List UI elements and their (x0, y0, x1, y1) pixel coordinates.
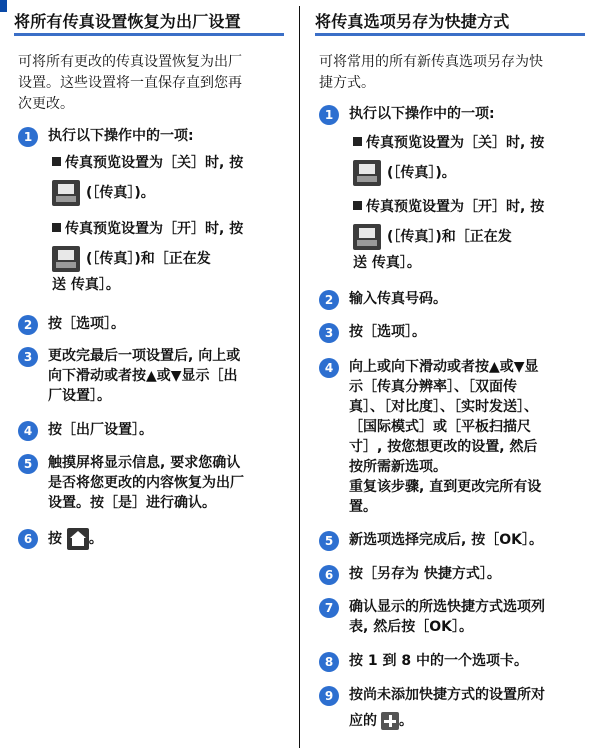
step-text (48, 346, 284, 406)
step-line: 按［选项］。 (349, 324, 426, 340)
step-text (48, 420, 284, 440)
step-line: 触摸屏将显示信息, 要求您确认 (48, 455, 241, 471)
step-line: 确认显示的所选快捷方式选项列 (349, 599, 545, 615)
step-text (349, 289, 585, 309)
fax-icon[interactable] (353, 160, 381, 186)
step-line: 更改完最后一项设置后, 向上或 (48, 348, 241, 364)
step-number: 1 (319, 105, 339, 125)
section-title: 将传真选项另存为快捷方式 (315, 12, 510, 31)
fax-icon[interactable] (353, 224, 381, 250)
step-number: 9 (319, 686, 339, 706)
step-number: 5 (18, 454, 38, 474)
page-corner-mark (0, 0, 7, 12)
step-line: 新选项选择完成后, 按［OK］。 (349, 532, 543, 548)
step-text (349, 530, 585, 550)
step-line: 设置。按［是］进行确认。 (48, 495, 216, 511)
intro-line: 次更改。 (18, 96, 74, 112)
step-line: 按 1 到 8 中的一个选项卡。 (349, 653, 528, 669)
step-text (349, 104, 585, 124)
step-text (349, 685, 585, 731)
step-number: 6 (319, 565, 339, 585)
sub-line: 传真预览设置为［开］时, 按 (65, 221, 244, 237)
step-number: 2 (18, 315, 38, 335)
step-line: 执行以下操作中的一项: (48, 128, 194, 144)
plus-icon[interactable] (381, 712, 399, 730)
sub-line: (［传真］)。 (387, 165, 456, 181)
step-line: 真］、［对比度］、［实时发送］、 (349, 399, 538, 415)
step-line: 输入传真号码。 (349, 291, 447, 307)
step-text (349, 564, 585, 584)
intro-text (319, 52, 543, 94)
sub-line: 送 传真］。 (52, 277, 120, 293)
intro-line: 设置。这些设置将一直保存直到您再 (18, 75, 242, 91)
intro-line: 可将常用的所有新传真选项另存为快 (319, 54, 543, 70)
step-text (48, 314, 284, 334)
sub-option (353, 132, 585, 186)
sub-line: 送 传真］。 (353, 255, 421, 271)
step-line: 按［选项］。 (48, 316, 125, 332)
title-rule (315, 33, 585, 36)
step-line: 按［另存为 快捷方式］。 (349, 566, 501, 582)
step-line: 。 (88, 531, 103, 547)
step-line: 向上或向下滑动或者按▲或▼显 (349, 359, 539, 375)
step-line: 按尚未添加快捷方式的设置所对 (349, 687, 545, 703)
step-text (48, 528, 284, 550)
intro-line: 可将所有更改的传真设置恢复为出厂 (18, 54, 242, 70)
step-line: 厂设置］。 (48, 388, 111, 404)
sub-line: 传真预览设置为［关］时, 按 (366, 135, 545, 151)
step-line: 表, 然后按［OK］。 (349, 619, 473, 635)
sub-line: (［传真］)和［正在发 (387, 229, 512, 245)
home-icon[interactable] (67, 528, 89, 550)
step-number: 4 (18, 421, 38, 441)
step-text (349, 651, 585, 671)
step-line: 置。 (349, 499, 377, 515)
step-number: 3 (319, 323, 339, 343)
step-number: 8 (319, 652, 339, 672)
column-divider (299, 6, 300, 748)
step-line: 寸］, 按您想更改的设置, 然后 (349, 439, 538, 455)
fax-icon[interactable] (52, 246, 80, 272)
sub-option (52, 152, 284, 206)
step-line: 向下滑动或者按▲或▼显示［出 (48, 368, 238, 384)
sub-line: (［传真］)。 (86, 185, 155, 201)
step-line: 按［出厂设置］。 (48, 422, 153, 438)
sub-line: 传真预览设置为［开］时, 按 (366, 199, 545, 215)
step-number: 4 (319, 358, 339, 378)
step-number: 6 (18, 529, 38, 549)
bullet-square (353, 137, 362, 146)
step-number: 3 (18, 347, 38, 367)
intro-line: 捷方式。 (319, 75, 375, 91)
step-line: 示［传真分辨率］、［双面传 (349, 379, 517, 395)
fax-icon[interactable] (52, 180, 80, 206)
step-line: 按 (48, 531, 62, 547)
step-line: 按所需新选项。 (349, 459, 447, 475)
intro-text (18, 52, 242, 115)
step-number: 7 (319, 598, 339, 618)
sub-line: (［传真］)和［正在发 (86, 251, 211, 267)
bullet-square (52, 157, 61, 166)
step-number: 2 (319, 290, 339, 310)
section-title: 将所有传真设置恢复为出厂设置 (14, 12, 241, 31)
step-text (349, 597, 585, 637)
step-line: 是否将您更改的内容恢复为出厂 (48, 475, 244, 491)
step-text (48, 126, 284, 146)
title-rule (14, 33, 284, 36)
sub-option (52, 218, 284, 296)
bullet-square (353, 201, 362, 210)
step-line: ［国际模式］或［平板扫描尺 (349, 419, 531, 435)
step-line: 重复该步骤, 直到更改完所有设 (349, 479, 542, 495)
step-line: 执行以下操作中的一项: (349, 106, 495, 122)
step-text (349, 357, 585, 517)
sub-line: 传真预览设置为［关］时, 按 (65, 155, 244, 171)
step-text (349, 322, 585, 342)
step-line: 应的 (349, 713, 377, 729)
step-text (48, 453, 284, 513)
bullet-square (52, 223, 61, 232)
step-number: 1 (18, 127, 38, 147)
step-line: 。 (399, 713, 413, 729)
step-number: 5 (319, 531, 339, 551)
sub-option (353, 196, 585, 274)
